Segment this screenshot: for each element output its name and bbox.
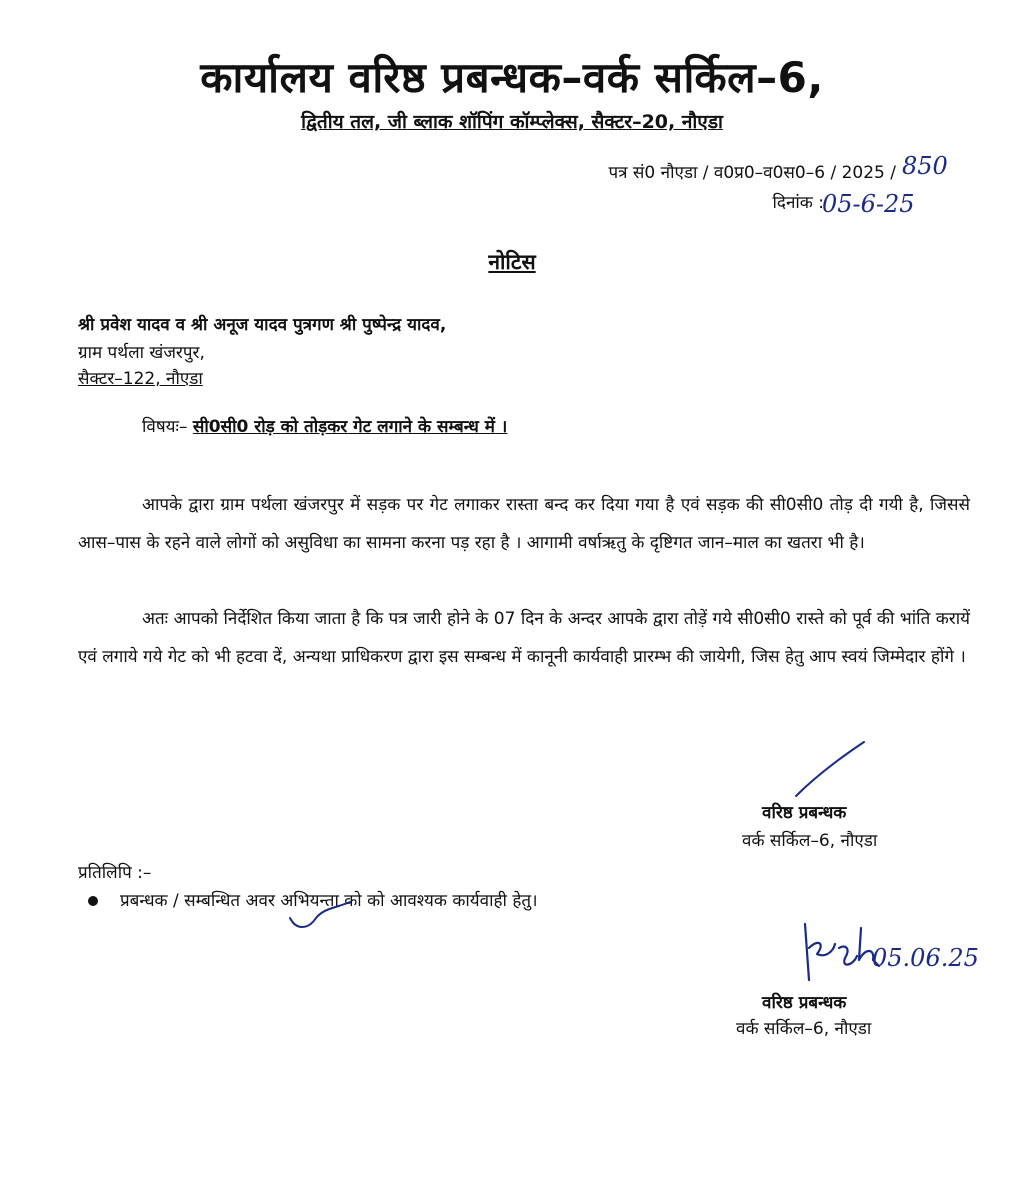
copy-item-text: प्रबन्धक / सम्बन्धित अवर अभियन्ता को को आवश्यक कार्यवाही हेतु। xyxy=(120,891,538,911)
date-label: दिनांक : xyxy=(772,193,824,213)
reference-number-label: पत्र सं0 नौएडा / व0प्र0–व0स0–6 / 2025 / xyxy=(608,163,896,183)
addressee-sector: सैक्टर–122, नौएडा xyxy=(78,369,203,389)
notice-heading: नोटिस xyxy=(488,250,536,274)
signature2-designation: वरिष्ठ प्रबन्धक xyxy=(762,993,847,1013)
subject-text: सी0सी0 रोड़ को तोड़कर गेट लगाने के सम्बन्ध में । xyxy=(192,417,508,437)
date-handwritten: 05-6-25 xyxy=(822,190,915,218)
signature-mark-1 xyxy=(792,740,872,800)
body-paragraph-2: अतः आपको निर्देशित किया जाता है कि पत्र जारी होने के 07 दिन के अन्दर आपके द्वारा तोड़ें गये सी0सी0 रास्ते को पूर्व की भांति करायें एवं लगाये गये गेट को भी हटवा दें, अन्यथा प्राधिकरण द्वारा इस सम्बन्ध में कानूनी कार्यवाही प्रारम्भ की जायेगी, जिस हेतु आप स्वयं जिम्मेदार होंगे । xyxy=(78,609,970,667)
signature1-designation: वरिष्ठ प्रबन्धक xyxy=(762,803,847,823)
addressee-name: श्री प्रवेश यादव व श्री अनूज यादव पुत्रगण श्री पुष्पेन्द्र यादव, xyxy=(78,315,447,335)
signature2-office: वर्क सर्किल–6, नौएडा xyxy=(736,1019,872,1039)
copy-label: प्रतिलिपि :– xyxy=(78,863,152,883)
signature2-date-handwritten: 05.06.25 xyxy=(872,944,979,972)
underline-squiggle xyxy=(286,896,356,936)
subject-line xyxy=(142,414,507,437)
addressee-village: ग्राम पर्थला खंजरपुर, xyxy=(78,343,205,363)
bullet-icon xyxy=(88,896,98,906)
reference-number-handwritten: 850 xyxy=(902,152,948,180)
subject-label: विषयः– xyxy=(142,417,188,437)
office-address: द्वितीय तल, जी ब्लाक शॉपिंग कॉम्प्लेक्स, सैक्टर–20, नौएडा xyxy=(301,111,723,133)
office-title: कार्यालय वरिष्ठ प्रबन्धक–वर्क सर्किल–6, xyxy=(200,53,824,102)
body-paragraph-1: आपके द्वारा ग्राम पर्थला खंजरपुर में सड़क पर गेट लगाकर रास्ता बन्द कर दिया गया है एवं सड़क की सी0सी0 तोड़ दी गयी है, जिससे आस–पास के रहने वाले लोगों को असुविधा का सामना करना पड़ रहा है । आगामी वर्षाऋतु के दृष्टिगत जान–माल का खतरा भी है। xyxy=(78,495,970,553)
signature1-office: वर्क सर्किल–6, नौएडा xyxy=(742,831,878,851)
